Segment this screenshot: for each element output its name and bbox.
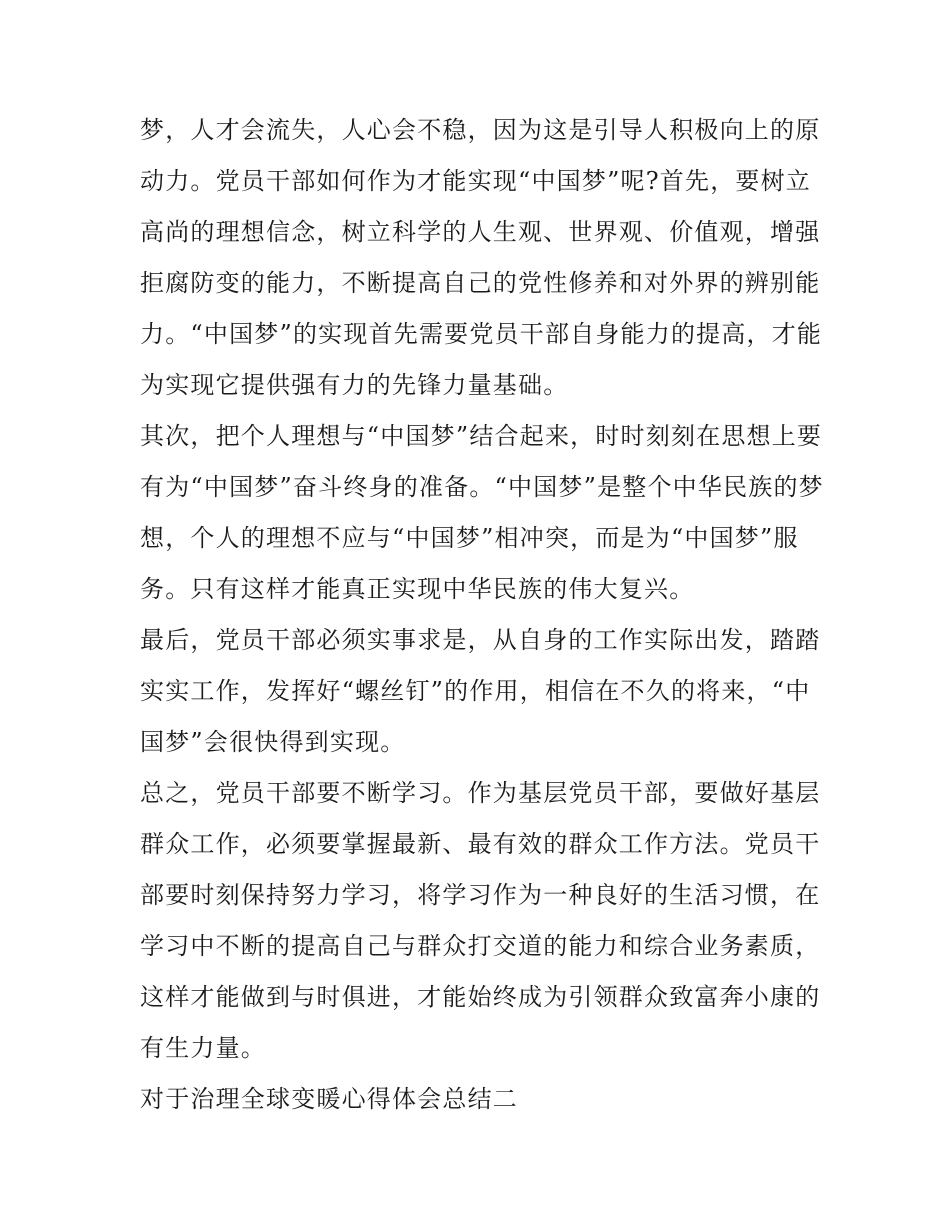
text-line: 梦，人才会流失，人心会不稳，因为这是引导人积极向上的原 [140,116,821,144]
text-line: 最后，党员干部必须实事求是，从自身的工作实际出发，踏踏 [140,626,821,654]
text-line: 有为“中国梦”奋斗终身的准备。“中国梦”是整个中华民族的梦 [140,473,824,501]
text-line: 这样才能做到与时俱进，才能始终成为引领群众致富奔小康的 [140,983,821,1011]
text-line: 有生力量。 [140,1034,266,1062]
body-text [140,105,824,1125]
text-line: 其次，把个人理想与“中国梦”结合起来，时时刻刻在思想上要 [140,422,823,450]
text-line: 群众工作，必须要掌握最新、最有效的群众工作方法。党员干 [140,830,821,858]
text-line: 部要时刻保持努力学习，将学习作为一种良好的生活习惯，在 [140,881,821,909]
text-line: 想，个人的理想不应与“中国梦”相冲突，而是为“中国梦”服 [140,524,799,552]
text-line: 实实工作，发挥好“螺丝钉”的作用，相信在不久的将来，“中 [140,677,811,705]
text-line: 高尚的理想信念，树立科学的人生观、世界观、价值观，增强 [140,218,821,246]
text-line: 拒腐防变的能力，不断提高自己的党性修养和对外界的辨别能 [140,269,821,297]
text-line: 总之，党员干部要不断学习。作为基层党员干部，要做好基层 [140,779,821,807]
section-heading: 对于治理全球变暖心得体会总结二 [140,1085,518,1113]
text-line: 为实现它提供强有力的先锋力量基础。 [140,371,569,399]
text-line: 动力。党员干部如何作为才能实现“中国梦”呢?首先，要树立 [140,167,812,195]
text-line: 学习中不断的提高自己与群众打交道的能力和综合业务素质， [140,932,821,960]
text-line: 务。只有这样才能真正实现中华民族的伟大复兴。 [140,575,695,603]
text-line: 力。“中国梦”的实现首先需要党员干部自身能力的提高，才能 [140,320,823,348]
text-line: 国梦”会很快得到实现。 [140,728,406,756]
